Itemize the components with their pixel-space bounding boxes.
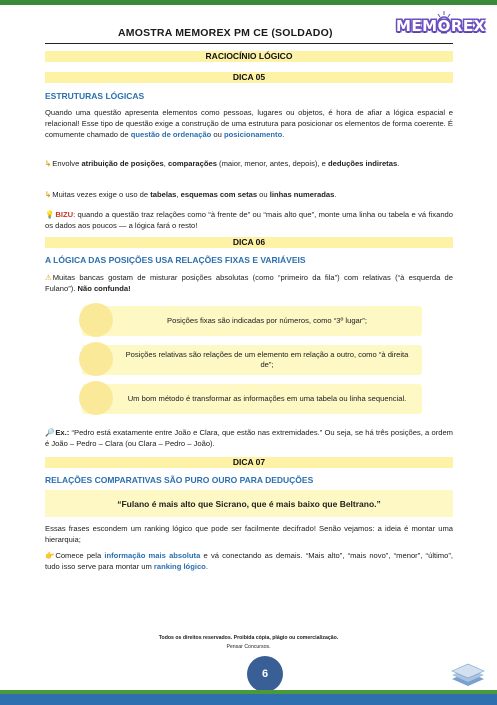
page-header-title: AMOSTRA MEMOREX PM CE (SOLDADO): [118, 27, 333, 39]
item2-text-e: ou: [257, 190, 270, 199]
para2-text-e: .: [205, 562, 208, 571]
info-box-1: [82, 306, 422, 336]
box-circle-decoration: [79, 342, 113, 376]
item2-bold-esquemas: esquemas com setas: [180, 190, 258, 199]
item1-bold-posicoes: atribuição de posições: [81, 159, 164, 168]
dica-05-title: ESTRUTURAS LÓGICAS: [45, 91, 145, 101]
dica-06-example: [45, 427, 453, 449]
intro-highlight-posicionamento: posicionamento: [223, 130, 283, 139]
box-circle-decoration: [79, 303, 113, 337]
info-box-text: Posições relativas são relações de um elemento em relação a outro, como “à direita de”;: [125, 350, 409, 369]
intro-end: .: [282, 130, 285, 139]
para2-highlight-ranking: ranking lógico: [153, 562, 206, 571]
dica-05-item-2: [45, 189, 453, 200]
pointing-hand-icon: 👉: [45, 551, 55, 560]
warning-emphasis: Não confunda!: [77, 284, 131, 293]
item1-text-a: Envolve: [52, 159, 82, 168]
item1-text-c: ,: [163, 159, 168, 168]
intro-highlight-ordenacao: questão de ordenação: [130, 130, 212, 139]
dica-06-bar: DICA 06: [45, 237, 453, 248]
dica-07-para-2: [45, 550, 453, 572]
page-number: 6: [247, 656, 283, 692]
item2-text-c: ,: [176, 190, 181, 199]
item2-bold-linhas: linhas numeradas: [269, 190, 335, 199]
dica-06-warning: [45, 272, 453, 294]
dica-05-bizu: [45, 209, 453, 231]
bottom-blue-bar: [0, 694, 497, 705]
item2-text-a: Muitas vezes exige o uso de: [52, 190, 151, 199]
intro-connector: ou: [211, 130, 224, 139]
intro-text: Quando uma questão apresenta elementos como pessoas, lugares ou objetos, é hora de afiar a lógica espacial e relacional! Esse tipo de questão exige a construção de uma estrutura para posicionar os elementos de forma coerente. É comumente chamado de: [45, 108, 453, 139]
logo-wordmark: MEMOREX: [396, 17, 486, 35]
item2-text-g: .: [334, 190, 337, 199]
info-box-2: [82, 345, 422, 375]
info-box-3: [82, 384, 422, 414]
warning-icon: ⚠: [45, 273, 52, 282]
stacked-books-icon: [448, 663, 488, 689]
dica-07-title: RELAÇÕES COMPARATIVAS SÃO PURO OURO PARA DEDUÇÕES: [45, 475, 314, 485]
para2-text-a: Comece pela: [55, 551, 105, 560]
item1-text-e: (maior, menor, antes, depois), e: [216, 159, 328, 168]
corner-arrow-icon: ↳: [45, 159, 52, 168]
dica-05-item-1: [45, 158, 453, 169]
memorex-logo: [396, 9, 490, 51]
footer-rights: Todos os direitos reservados. Proibida cópia, plágio ou comercialização.: [158, 635, 339, 641]
header-divider: [45, 43, 453, 44]
warning-text: Muitas bancas gostam de misturar posições absolutas (como “primeiro da fila”) com relativas (“à esquerda de Fulano”).: [45, 273, 453, 293]
example-text: “Pedro está exatamente entre João e Clara, que estão nas extremidades.” Ou seja, se há três posições, a ordem é João – Pedro – Clara (ou Clara – Pedro – João).: [45, 428, 453, 448]
info-box-text: Posições fixas são indicadas por números, como “3º lugar”;: [167, 316, 367, 325]
dica-07-bar: DICA 07: [45, 457, 453, 468]
dica-05-intro: [45, 107, 453, 140]
box-circle-decoration: [79, 381, 113, 415]
dica-05-bar: DICA 05: [45, 72, 453, 83]
bizu-label: BIZU: [55, 210, 74, 219]
dica-06-title: A LÓGICA DAS POSIÇÕES USA RELAÇÕES FIXAS E VARIÁVEIS: [45, 255, 306, 265]
magnifier-icon: 🔎: [45, 428, 55, 437]
item1-text-g: .: [397, 159, 400, 168]
example-label: Ex.:: [55, 428, 70, 437]
para2-text-c: e vá conectando as demais. “Mais alto”, “mais novo”, “menor”, “último”, tudo isso serve para montar um: [45, 551, 453, 571]
top-accent-bar: [0, 0, 497, 5]
lightbulb-icon: 💡: [45, 210, 55, 219]
para2-highlight-informacao: informação mais absoluta: [104, 551, 201, 560]
info-box-text: Um bom método é transformar as informações em uma tabela ou linha sequencial.: [127, 394, 407, 403]
quote-box: “Fulano é mais alto que Sicrano, que é mais baixo que Beltrano.”: [45, 490, 453, 517]
item2-bold-tabelas: tabelas: [150, 190, 177, 199]
dica-07-para-1: Essas frases escondem um ranking lógico que pode ser facilmente decifrado! Senão vejamos: a ideia é montar uma hierarquia;: [45, 524, 453, 544]
footer-brand: Pensar Concursos.: [226, 644, 271, 650]
item1-bold-comparacoes: comparações: [167, 159, 217, 168]
section-title-bar: RACIOCÍNIO LÓGICO: [45, 51, 453, 62]
corner-arrow-icon: ↳: [45, 190, 52, 199]
bizu-text: : quando a questão traz relações como “à frente de” ou “mais alto que”, monte uma linha ou tabela e vá fixando os dados aos poucos — a lógica fará o resto!: [45, 210, 453, 230]
item1-bold-deducoes: deduções indiretas: [327, 159, 398, 168]
